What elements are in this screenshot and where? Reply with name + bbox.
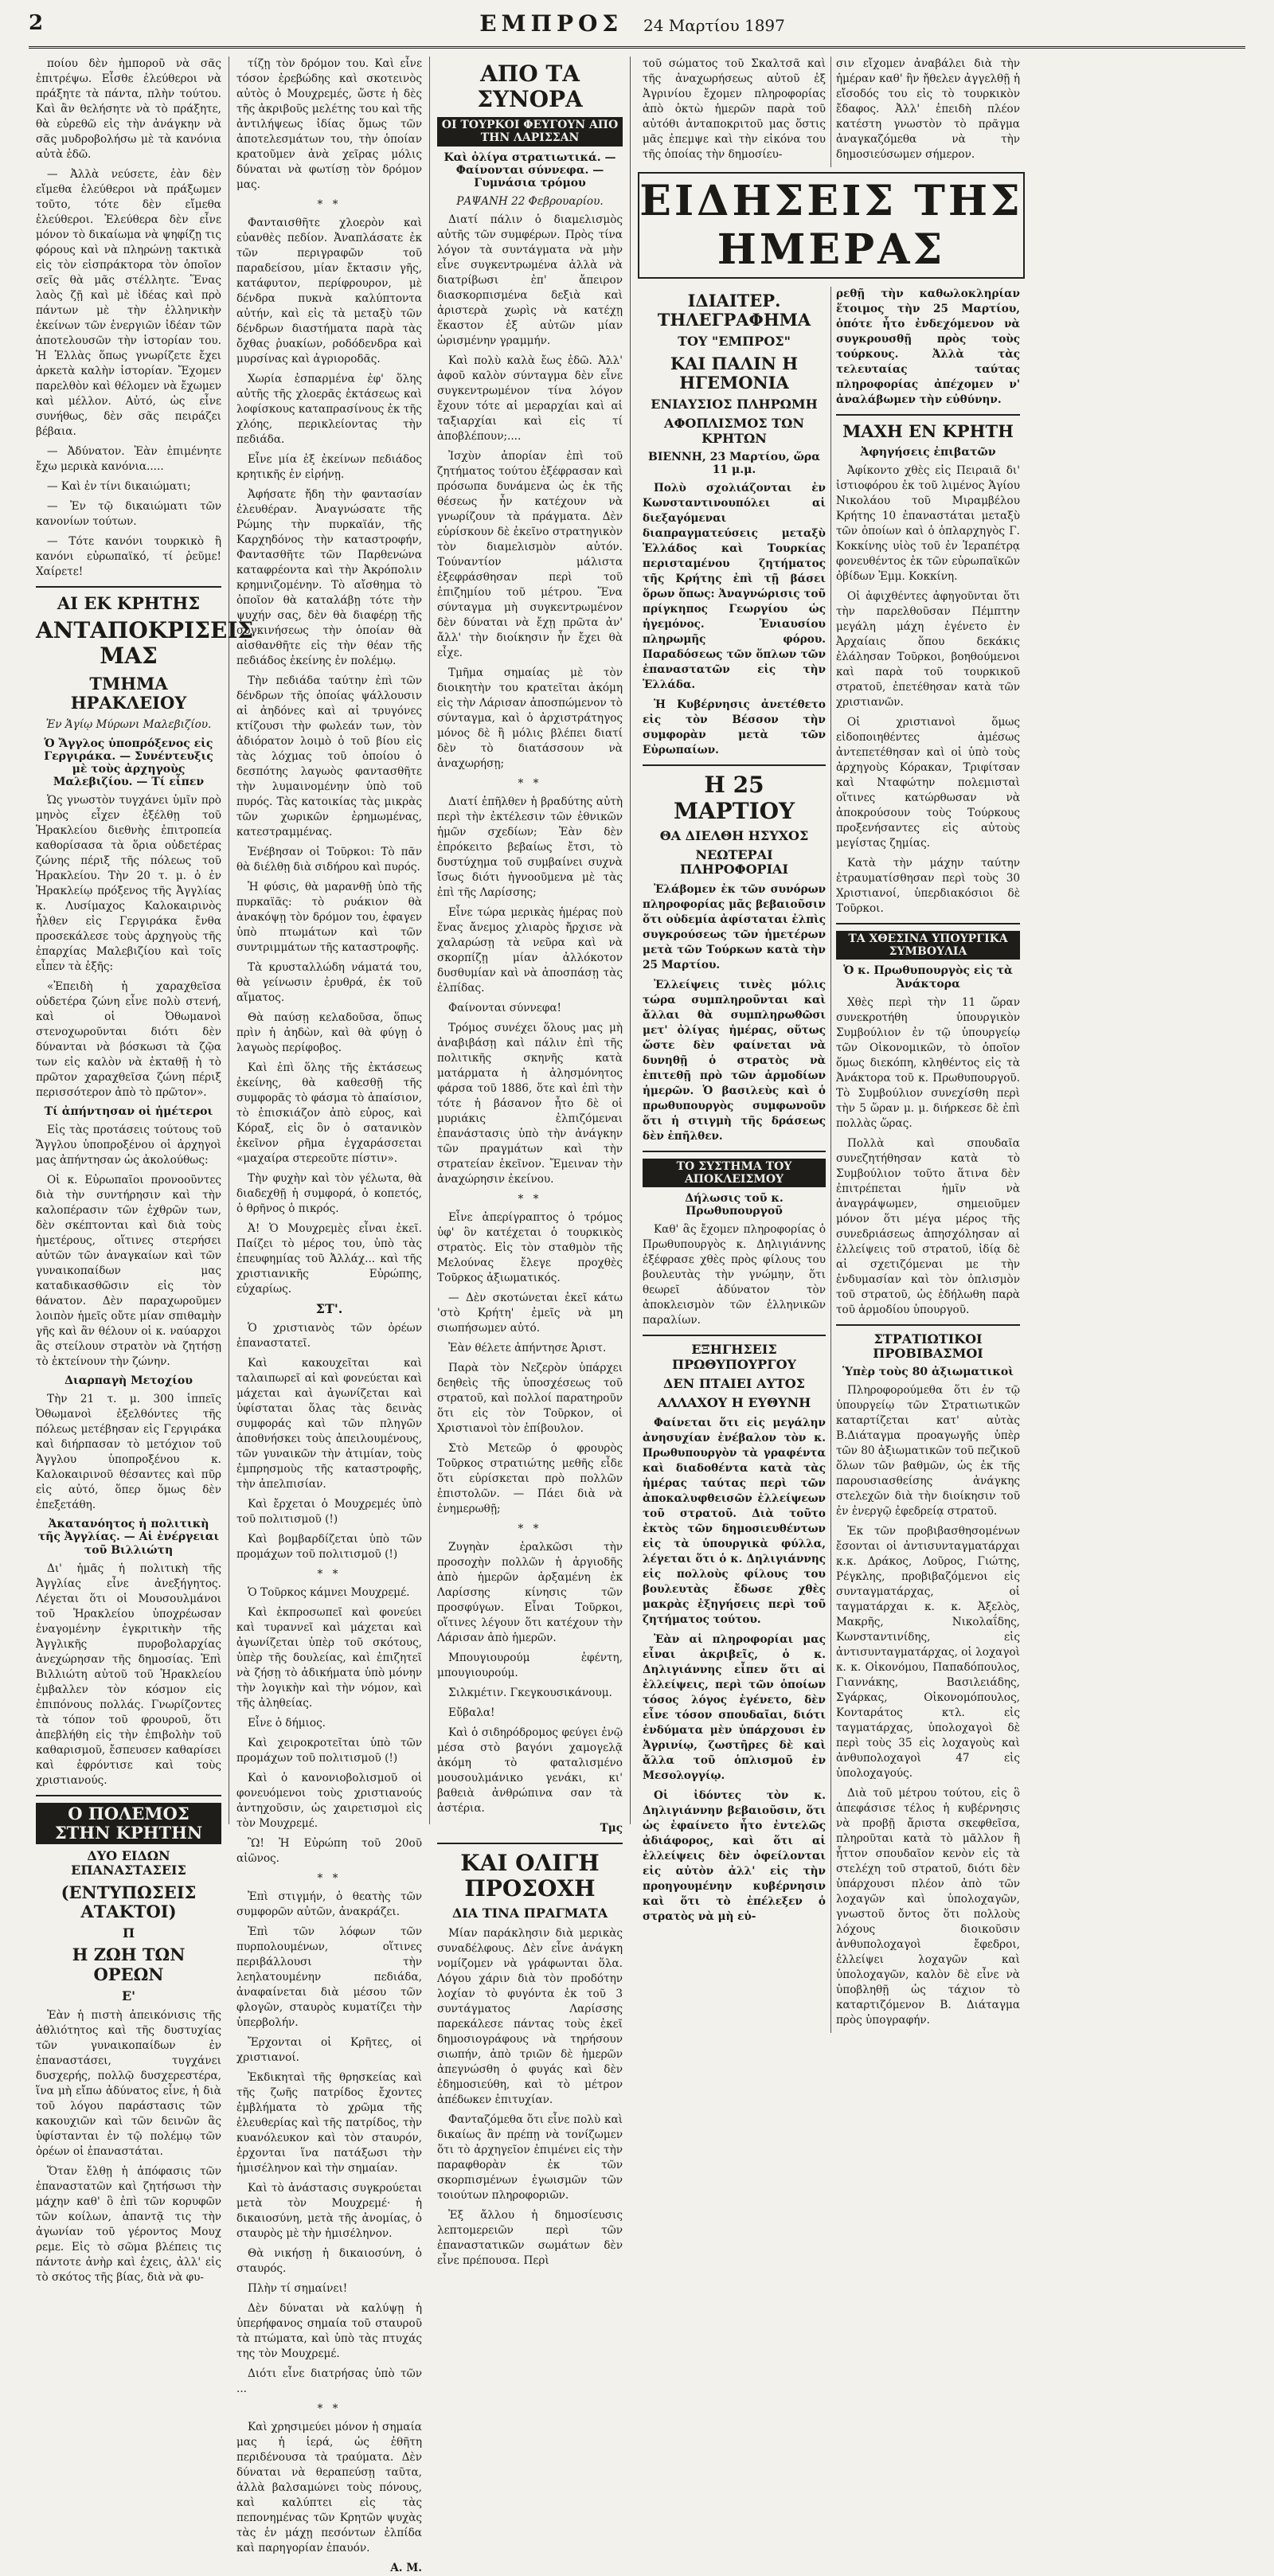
heading: Π — [122, 1925, 135, 1941]
subheading: Ὁ Ἄγγλος ὑποπρόξενος εἰς Γεργιράκα. — Συνέντευξις μὲ τοὺς ἀρχηγοὺς Μαλεβιζίου. — Τί εἶπεν — [44, 737, 213, 789]
paragraph: Πολλὰ καὶ σπουδαῖα συνεζητήθησαν κατὰ τὸ Συμβούλιον τοῦτο ἅτινα δὲν ἐπιτρέπεται ἡμῖν νὰ ἀναγράψωμεν, σημειοῦμεν μόνον ὅτι μέγα μέρος τῆς συνεδριάσεως ἀπησχόλησαν αἱ ἐλλείψεις τοῦ στρατοῦ, ἰδίᾳ δὲ αἱ σχετιζόμεναι με τὴν ἐνδυμασίαν καὶ τὸν ὁπλισμὸν τοῦ στρατοῦ, ὡς ἐδήλωθη παρὰ τοῦ ἁρμοδίου ὑπουργοῦ. — [836, 1136, 1020, 1316]
paragraph: Τὰ κρυσταλλώδη νάματά του, θὰ γείνωσιν ἐρυθρά, ἐκ τοῦ αἵματος. — [236, 961, 422, 1004]
divider — [836, 1324, 1020, 1326]
paragraph: Ἀφίκοντο χθὲς εἰς Πειραιᾶ δι' ἰστιοφόρου ἐκ τοῦ λιμένος Ἁγίου Νικολάου τοῦ Μιραμβέλου Κρήτης 10 ἐπαναστάται μεταξὺ τῶν ὁποίων καὶ ὁ ὁπλαρχηγὸς Γ. Κοκκίνης υἱὸς τοῦ ἐν Ἱεραπέτρᾳ φονευθέντος ἐκ τῶν εὐρωπαϊκῶν ὀβίδων Ἐμμ. Κοκκίνη. — [836, 464, 1020, 584]
paragraph: «Ἐπειδὴ ἡ χαραχθεῖσα οὐδετέρα ζώνη εἶνε πολὺ στενή, καὶ οἱ Ὀθωμανοὶ στενοχωροῦνται διότι δὲν δύνανται νὰ βόσκωσι τὰ ζῷα των εἰς καλὸν νὰ ἐκταθῇ ἡ τὸ πρῶτον χαραχθεῖσα ζώνη πέριξ περισσότερον ἀπὸ τὸ πρῶτον». — [36, 980, 221, 1100]
heading: ΑΦΟΠΛΙΣΜΟΣ ΤΩΝ ΚΡΗΤΩΝ — [664, 416, 804, 446]
heading: Ε' — [121, 1988, 136, 2003]
paragraph: — Δὲν σκοτώνεται ἐκεῖ κάτω 'στὸ Κρήτη' ἐμεῖς νὰ μη σιωπήσωμεν αὐτό. — [437, 1291, 623, 1335]
paragraph: Φαίνονται σύννεφα! — [448, 1001, 561, 1014]
paragraph: — Ἐν τῷ δικαιώματι τῶν κανονίων τούτων. — [36, 500, 221, 528]
heading: ΔΕΝ ΠΤΑΙΕΙ ΑΥΤΟΣ — [663, 1376, 805, 1392]
paragraph: Καὶ ὁ σιδηρόδρομος φεύγει ἐνῷ μέσα στὸ βαγόνι χαμογελᾷ ἀκόμη τὸ φαταλισμένο μουσουλμάνικο γενάκι, κι' βαθειὰ ἀνθρώπινα σαν τὰ ἀστέρια. — [437, 1726, 623, 1815]
paragraph: Τρόμος συνέχει ὅλους μας μὴ ἀναβιβάσῃ καὶ πάλιν ἐπὶ τῆς πολιτικῆς σκηνῆς κατὰ ματάρματα ἡ ἀλησμόνητος φάρσα τοῦ 1886, ὅτε καὶ ἐπὶ τὴν τότε ἡ βάσανον ἦτο δὲ οἱ μυριάκις ἐλπιζόμεναι ἐπανάστασις ὑπὸ τὴν ἀνάγκην τῶν πραγμάτων καὶ τὴν στρατείαν ἐκεῖνον. Ἔμειναν τὴν ἀναχώρησιν ἐκείνου. — [437, 1021, 623, 1186]
paragraph: Ὢ! Ἡ Εὐρώπη τοῦ 20οῦ αἰῶνος. — [236, 1837, 422, 1866]
column-5 — [831, 287, 1025, 2033]
subheading: Διαρπαγὴ Μετοχίου — [64, 1374, 193, 1388]
paragraph: Φαίνεται ὅτι εἰς μεγάλην ἀνησυχίαν ἐνέβαλον τὸν κ. Πρωθυπουργὸν τὰ γραφέντα καὶ διαδοθέντα κατὰ τὰς ἡμέρας ταύτας περὶ τῶν ἀποκαλυφθεισῶν ἐλλείψεων τοῦ στρατοῦ. Διὰ τοῦτο ἐκτὸς τῶν δημοσιευθέντων εἰς τὰ ὑπουργικὰ φύλλα, λέγεται ὅτι ὁ κ. Δηλιγιάννης εἰς πολλοὺς φίλους του βουλευτὰς ἔδωσε χθὲς μακρὰς ἐξηγήσεις περὶ τοῦ ζητήματος τούτου. — [643, 1416, 826, 1626]
paragraph: — Ἀλλὰ νεύσετε, ἐὰν δὲν εἴμεθα ἐλεύθεροι νὰ πράξωμεν τοῦτο, τότε δὲν εἴμεθα ἐλεύθεροι. Ἐλεύθερα δὲν εἶνε μόνον τὸ δικαίωμα νὰ ψηφίζῃ τις φόρους καὶ νὰ πληρώνῃ τακτικὰ εἰς τὸν εἰσπράκτορα τὸν ὁποῖον σεῖς θὰ μᾶς στέλλητε. Ἕνας λαὸς ζῇ καὶ μὲ ἰδέας καὶ πρὸ πάντων μὲ τὴν ἐλληνικὴν ἐκείνων τῶν ἐνεργιῶν ἰδέαν τῶν ἀποτελουσῶν τὴν ἱστορίαν του. Ἡ Ἑλλὰς ὅπως γνωρίζετε ἔχει ἀρκετὰ καλὴν ἱστορίαν. Ἔχομεν παρελθὸν καὶ θέλομεν νὰ ἔχωμεν καὶ μέλλον. Αὐτό, ὡς εἶνε συνήθως, δὲν σᾶς πειράζει βέβαια. — [36, 168, 221, 438]
section-stars: * * — [518, 1192, 542, 1206]
paragraph: Τμῆμα σημαίας μὲ τὸν διοικητὴν του κρατεῖται ἀκόμη εἰς τὴν Λάρισαν ἀποσπώμενον τὸ σύνταγμα, καὶ ὁ ἀρχιστράτηγος μόνος δὲ ἢ μόλις βλέπει διατί δὲν τὸ διατάσσουν νὰ ἀναχωρήσῃ; — [437, 666, 623, 770]
divider — [643, 1151, 826, 1152]
heading: ΕΝΙΑΥΣΙΟΣ ΠΛΗΡΩΜΗ — [651, 396, 818, 412]
paragraph: Ἐπὶ στιγμήν, ὁ θεατὴς τῶν συμφορῶν αὐτῶν, ἀνακράζει. — [236, 1890, 422, 1919]
section-stars: * * — [317, 198, 342, 211]
paragraph: Ἐὰν αἱ πληροφορίαι μας εἶναι ἀκριβεῖς, ὁ κ. Δηλιγιάννης εἶπεν ὅτι αἱ ἐλλείψεις, περὶ τῶν ὁποίων τόσος λόγος ἐγένετο, δὲν εἶνε τόσον σπουδαῖαι, διότι ἐνδύματα μὲν ὑπάρχουσι ἐν Ἀγρινίῳ, ζωστῆρες δὲ καὶ ἄλλα τοῦ ὁπλισμοῦ ἐν Μεσολογγίῳ. — [643, 1632, 826, 1782]
paragraph: — Καὶ ἐν τίνι δικαιώματι; — [47, 480, 191, 493]
page-number: 2 — [29, 11, 44, 35]
paragraph: Καὶ τὸ ἀνάστασις συγκρούεται μετὰ τὸν Μουχρεμέ· ἡ δικαιοσύνη, μετὰ τῆς ἀνομίας, ὁ σταυρὸς μὲ τὴν ἡμισέληνον. — [236, 2182, 422, 2241]
paragraph: Χθὲς περὶ τὴν 11 ὥραν συνεκροτήθη ὑπουργικὸν Συμβούλιον ἐν τῷ ὑπουργείῳ τῶν Οἰκονομικῶν, τὸ ὁποῖον ὅμως διεκόπη, κληθέντος εἰς τὰ Ἀνάκτορα τοῦ κ. Πρωθυπουργοῦ. Τὸ Συμβούλιον συνεχίσθη περὶ τὴν 5 ὥραν μ. μ. διήρκεσε δὲ ἐπὶ πολλὰς ὥρας. — [836, 995, 1020, 1130]
divider — [36, 586, 221, 588]
paragraph: Εἶνε ὁ δήμιος. — [248, 1717, 326, 1730]
heading: ΣΤΡΑΤΙΩΤΙΚΟΙ ΠΡΟΒΙΒΑΣΜΟΙ — [873, 1331, 983, 1361]
paragraph: Ἐλάβομεν ἐκ τῶν συνόρων πληροφορίας μᾶς βεβαιοῦσιν ὅτι οὐδεμία ἀφίσταται ἐλπὶς συγκρούσεως τῶν ἡμετέρων μετὰ τῶν Τούρκων κατὰ τὴν 25 Μαρτίου. — [643, 882, 826, 971]
paragraph: Καὶ χειροκροτεῖται ὑπὸ τῶν προμάχων τοῦ πολιτισμοῦ (!) — [236, 1737, 422, 1765]
paragraph: Καὶ ὁ κανονιοβολισμοῦ οἱ φονευόμενοι τοὺς χριστιανούς ἀντηχοῦσιν, ὡς χαιρετισμοὶ εἰς τὸν Μουχρεμέ. — [236, 1772, 422, 1831]
heading: ΔΙΑ ΤΙΝΑ ΠΡΑΓΜΑΤΑ — [451, 1906, 608, 1921]
divider — [836, 923, 1020, 924]
paragraph: Καὶ πολὺ καλὰ ἔως ἐδῶ. Ἀλλ' ἀφοῦ καλὸν σύνταγμα δὲν εἶνε συγκεντρωμένον τίνα λόγον ἔχουν τότε αἱ μεραρχίαι καὶ αἱ ταξιαρχίαι καὶ εἰς τί ἀποβλέπουν;.... — [437, 354, 623, 443]
subheading: Ἀφηγήσεις ἐπιβατῶν — [860, 446, 996, 459]
heading: ΑΝΤΑΠΟΚΡΙΣΕΙΣ ΜΑΣ — [36, 617, 254, 670]
heading: ΑΙ ΕΚ ΚΡΗΤΗΣ — [57, 593, 201, 613]
paragraph: Οἱ ἀφιχθέντες ἀφηγοῦνται ὅτι τὴν παρελθοῦσαν Πέμπτην μεγάλη μάχη ἐγένετο ἐν Ἀρχαίαις ὅπου δεκάκις ἐλάλησαν Τοῦρκοι, βοηθούμενοι καὶ παρὰ τοῦ τουρκικοῦ στρατοῦ, ἐπετέθησαν κατὰ τῶν χριστιανῶν. — [836, 590, 1020, 709]
divider — [836, 414, 1020, 416]
signature: Τμς — [600, 1821, 623, 1835]
signature: Α. Μ. — [390, 2562, 422, 2575]
heading: ΚΑΙ ΟΛΙΓΗ ΠΡΟΣΟΧΗ — [460, 1849, 600, 1902]
news-columns — [638, 287, 1025, 2033]
paragraph: Ἐξ ἄλλου ἡ δημοσίευσις λεπτομερειῶν περὶ τῶν ἐπαναστατικῶν σωμάτων δὲν εἶνε πρέπουσα. Περὶ — [437, 2208, 623, 2267]
heading: ΟΙ ΤΟΥΡΚΟΙ ΦΕΥΓΟΥΝ ΑΠΟ ΤΗΝ ΛΑΡΙΣΣΑΝ — [437, 117, 623, 146]
paragraph: ποίου δὲν ἠμποροῦ νὰ σᾶς ἐπιτρέψω. Εἶσθε ἐλεύθεροι νὰ πράξητε τὰ πάντα, πλὴν τούτου. Καὶ ἂν θελήσητε νὰ τὸ πράξητε, θὰ εὑρεθῶ εἰς τὴν ἀνάγκην νὰ σᾶς μυδροβολήσω μὲ τὰ κανόνια αὐτὰ ἐδῶ. — [36, 57, 221, 161]
paper-name: ΕΜΠΡΟΣ — [479, 10, 623, 37]
paragraph: Ἔρχονται οἱ Κρῆτες, οἱ χριστιανοί. — [236, 2036, 422, 2065]
paragraph: Διατί πάλιν ὁ διαμελισμὸς αὐτῆς τῶν συμφέρων. Πρὸς τίνα λόγον τὰ συντάγματα νὰ μὴν εἶνε συγκεντρωμένα ἀλλὰ νὰ διατρίβωσι ἐπ' ἄπειρον διασκορπισμένα δεξιὰ καὶ ἀριστερὰ χωρὶς νὰ κατέχῃ ἕκαστον ἐξ αὐτῶν μίαν ὡρισμένην γραμμήν. — [437, 213, 623, 347]
paragraph: Πληροφορούμεθα ὅτι ἐν τῷ ὑπουργείῳ τῶν Στρατιωτικῶν καταρτίζεται κατ' αὐτὰς Β.Διάταγμα προαγωγῆς ὑπὲρ τῶν 80 ἀξιωματικῶν τοῦ πεζικοῦ ὅλων τῶν βαθμῶν, ὡς ἐκ τῆς παρουσιασθείσης ἀνάγκης στελεχῶν διὰ τὴν διοίκησιν τοῦ ἐν ἐνεργῷ ἐφεδρείᾳ στρατοῦ. — [836, 1384, 1020, 1519]
paragraph: Καθ' ἃς ἔχομεν πληροφορίας ὁ Πρωθυπουργὸς κ. Δηλιγιάννης ἐξέφρασε χθὲς πρὸς φίλους του βουλευτὰς τὴν γνώμην, ὅτι θεωρεῖ ἀδύνατον τὸν ἀποκλεισμὸν τῶν ἑλληνικῶν παραλίων. — [643, 1223, 826, 1327]
paragraph: Ὁ χριστιανὸς τῶν ὀρέων ἐπαναστατεῖ. — [236, 1322, 422, 1351]
section-stars: * * — [518, 1522, 542, 1535]
carryover-right — [831, 57, 1025, 167]
paragraph: Σιλκμέτιν. Γκεγκουσικάνουμ. — [448, 1686, 612, 1699]
paragraph: Τὴν πεδιάδα ταύτην ἐπὶ τῶν δένδρων τῆς ὁποίας ψάλλουσιν αἱ ἀηδόνες καὶ αἱ τρυγόνες κτίζουσι τὴν φωλεάν των, τὸν ἀδιόρατον λοιμὸ ὁ τοῦ βίου εἰς τὰς λόχμας τοῦ ὁποίου ὁ δεσπότης λαγωὸς φαντασθῆτε τὴν λυμαινομένην ὑπὸ τοῦ πυρός. Τὰς κατοικίας τὰς μικρὰς τῶν χωρικῶν ἐρημωμένας, κατεστραμμένας. — [236, 674, 422, 838]
paragraph: Καὶ ἐπὶ ὅλης τῆς ἐκτάσεως ἐκείνης, θὰ καθεσθῇ τῆς συμφορᾶς τὸ φάσμα τὸ ἀπαίσιον, τὸ ἐπισκιάζον ἀπὸ εὐρος, καὶ Κόραξ, εἰς ὃν ὁ σατανικὸν ἐκεῖνον ρῆμα ἐγχαράσσεται «μαχαίρα στερεοῦτε πίστιν». — [236, 1061, 422, 1165]
paragraph: Ἐνέβησαν οἱ Τοῦρκοι: Τὸ πᾶν θὰ διέλθῃ διὰ σιδήρου καὶ πυρός. — [236, 846, 422, 874]
paragraph: ρεθῇ τὴν καθωλοκληρίαν ἕτοιμος τὴν 25 Μαρτίου, ὁπότε ἦτο ἐνδεχόμενον νὰ συγκρουσθῇ πρὸς τοὺς τούρκους. Ἀλλὰ τὰς τελευταίας ταύτας πληροφορίας ἀπέχομεν ν' ἀναλάβωμεν τὴν εὐθύνην. — [836, 287, 1020, 406]
divider — [643, 764, 826, 766]
paragraph: τίζῃ τὸν δρόμον του. Καὶ εἶνε τόσον ἐρεβώδης καὶ σκοτεινὸς αὐτὸς ὁ Μουχρεμές, ὥστε ἡ δὲς τῆς ἀκριβοῦς μελέτης του καὶ τῆς ἀντιλήψεως ἰδίας ὅμως τῶν ἀποτελεσμάτων του, τὴν ὁποίαν κρατοῦμεν ἀνὰ χεῖρας μόλις δύναται νὰ φωτίσῃ τὸν δρόμον μας. — [236, 57, 422, 191]
paragraph: Πολὺ σχολιάζονται ἐν Κωνσταντινουπόλει αἱ διεξαγόμεναι διαπραγματεύσεις μεταξὺ Ἑλλάδος καὶ Τουρκίας περισταμένου ζητήματος τῆς Κρήτης ἐπὶ τῇ βάσει ὅρων ὅπως: Ἀναγνώρισις τοῦ πρίγκηπος Γεωργίου ὡς ἡγεμόνος. Ἐνιαυσίου πληρωμῆς φόρου. Παραδόσεως τῶν ὅπλων τῶν ἐπαναστατῶν εἰς τὴν Ἑλλάδα. — [643, 482, 826, 692]
paragraph: Μίαν παράκλησιν διὰ μερικὰς συναδέλφους. Δὲν εἶνε ἀνάγκη νομίζομεν νὰ γράφωνται ὅλα. Λόγου χάριν διὰ τὸν προδότην λοχίαν τὸ φυγόντα ἐκ τοῦ 3 συντάγματος Λαρίσσης παρεκάλεσε πάντας τοὺς ἐκεῖ δημοσιογράφους νὰ τηρήσουν σιωπήν, ἀπὸ τριῶν δὲ ἡμερῶν ἀπεγνώσθη ὁ φυγάς καὶ δὲν ἐδημοσιεύθη, καὶ τὸ μέτρον ἀπέδωκεν ἐπιτυχίαν. — [437, 1926, 623, 2106]
paragraph: Οἱ χριστιανοὶ ὅμως εἰδοποιηθέντες ἀμέσως ἀντεπετέθησαν καὶ οἱ ὑπὸ τοὺς ἀρχηγοὺς Κόρακαν, Τριφίτσαν καὶ Νταφώτην πολεμισταὶ οἵτινες κατώρθωσαν νὰ ἀποκρούσουν τοὺς Τούρκους προξενήσαντες εἰς αὐτοὺς μεγίστας ζημίας. — [836, 716, 1020, 850]
subheading: Τί ἀπήντησαν οἱ ἡμέτεροι — [44, 1105, 213, 1119]
heading: ΑΛΛΑΧΟΥ Η ΕΥΘΥΝΗ — [657, 1395, 811, 1411]
news-banner: ΕΙΔΗΣΕΙΣ ΤΗΣ ΗΜΕΡΑΣ — [638, 172, 1025, 279]
heading: Η 25 ΜΑΡΤΙΟΥ — [673, 772, 795, 824]
paragraph: Καὶ κακουχεῖται καὶ ταλαιπωρεῖ αἱ καὶ φονεύεται καὶ μάχεται καὶ ἀγωνίζεται καὶ ὑφίσταται ὅλας τὰς δεινὰς συμφοράς καὶ τῶν πληγῶν ἀποθνήσκει τοὺς ἀπειλουμένους, τῶν γυναικῶν τὴν ἀτιμίαν, τοὺς ἐμπρησμοὺς τῆς καταστροφῆς, τὴν ἀπελπισίαν. — [236, 1357, 422, 1491]
divider — [437, 1843, 623, 1844]
heading: ΤΑ ΧΘΕΣΙΝΑ ΥΠΟΥΡΓΙΚΑ ΣΥΜΒΟΥΛΙΑ — [836, 931, 1020, 960]
heading: ΤΟ ΣΥΣΤΗΜΑ ΤΟΥ ΑΠΟΚΛΕΙΣΜΟΥ — [643, 1159, 826, 1187]
paragraph: Διότι εἶνε διατρήσας ὑπὸ τῶν ... — [236, 2367, 422, 2396]
paragraph: Ἐκ τῶν προβιβασθησομένων ἔσονται οἱ ἀντισυνταγματάρχαι κ.κ. Δράκος, Λοῦρος, Γιώτης, Ρέγκλης, προβιβαζόμενοι εἰς συνταγματάρχας, οἱ ταγματάρχαι κ. κ. Ἀξελὸς, Μακρῆς, Νικολαΐδης, Κωνσταντινίδης, εἰς ἀντισυνταγματάρχας, οἱ λοχαγοὶ κ. κ. Οἰκονόμου, Παπαδόπουλος, Γιαννάκης, Βασιλειάδης, Σγάρκας, Οἰκονομόπουλος, Κονταράτος κτλ. εἰς ταγματάρχας, ὑπολοχαγοὶ δὲ περὶ τοὺς 35 εἰς λοχαγοὺς καὶ ἀνθυπολοχαγοὶ 47 εἰς ὑπολοχαγούς. — [836, 1525, 1020, 1781]
paragraph: Ἀ! Ὁ Μουχρεμὲς εἶναι ἐκεῖ. Παίζει τὸ μέρος του, ὑπὸ τὰς ἐπευφημίας τοῦ Ἀλλάχ... καὶ τῆς χριστιανικῆς Εὐρώπης, εὐχαρίως. — [236, 1222, 422, 1296]
heading: ΑΠΟ ΤΑ ΣΥΝΟΡΑ — [477, 61, 583, 113]
heading: ΤΜΗΜΑ ΗΡΑΚΛΕΙΟΥ — [70, 673, 187, 713]
paragraph: Πλὴν τί σημαίνει! — [248, 2282, 348, 2296]
news-of-the-day-section — [631, 57, 1032, 2027]
paragraph: Ἐὰν θέλετε ἀπήντησε Ἀριστ. — [448, 1341, 607, 1354]
paragraph: Καὶ χρησιμεύει μόνον ἡ σημαία μας ἡ ἱερά, ὡς ἐθῆτη περιδένουσα τὰ τραύματα. Δὲν δύναται νὰ θεραπεύσῃ ταῦτα, ἀλλὰ βαλσαμώνει τοὺς πόνους, καὶ καλύπτει εἰς τὰς πεπονημένας τῶν Κρητῶν ψυχὰς τὰς ἐν μάχῃ πεσόντων ἐλπίδα καὶ παρηγορίαν ἐπαυόν. — [236, 2421, 422, 2555]
paragraph: Εἶνε ἀπερίγραπτος ὁ τρόμος ὑφ' ὃν κατέχεται ὁ τουρκικὸς στρατὸς. Εἰς τὸν σταθμὸν τῆς Μελούνας ἔλεγε προχθὲς Τοῦρκος ἀξιωματικός. — [437, 1210, 623, 1284]
heading: Η ΖΩΗ ΤΩΝ ΟΡΕΩΝ — [72, 1945, 186, 1984]
paragraph: Εὔβαλα! — [448, 1706, 495, 1719]
column-4 — [638, 287, 831, 2033]
subheading: Δήλωσις τοῦ κ. Πρωθυπουργοῦ — [685, 1192, 784, 1218]
paragraph: Ἰσχὺν ἀπορίαν ἐπὶ τοῦ ζητήματος τούτου ἐξέφρασαν καὶ πρόσωπα δυνάμενα ὡς ἐκ τῆς θέσεως ἦν κατέχουν νὰ γνωρίζουν τὰ πράγματα. Δὲν εὑρίσκουν δὲ ἐκεῖνο στρατηγικὸν τὸν διαμελισμὸν αὐτόν. Τούναντίον μάλιστα ἐξεφράσθησαν περὶ τοῦ ἐπιζημίου τοῦ μέτρου. Ἕνα σύνταγμα μὴ συγκεντρωμένον δὲν δύναται νὰ ἔχῃ πρῶτα ἀν' ἄλλ' τὴν διοίκησιν ἦν ἔχει θὰ εἶχε. — [437, 449, 623, 659]
subheading: Ἀκατανόητος ἡ πολιτικὴ τῆς Ἀγγλίας. — Αἱ ἐνέργειαι τοῦ Βιλλιώτη — [37, 1518, 220, 1557]
dateline: Ἐν Ἁγίῳ Μύρωνι Μαλεβιζίου. — [45, 717, 212, 731]
issue-date: 24 Μαρτίου 1897 — [643, 15, 785, 35]
paragraph: Στὸ Μετεῶρ ὁ φρουρὸς Τοῦρκος στρατιώτης μεθῆς εἶδε ὅτι εὑρίσκεται πρὸ πολλῶν ἐπιστολῶν. — Πάει διὰ νὰ ἐνημερωθῇ; — [437, 1441, 623, 1515]
section-stars: * * — [518, 776, 542, 790]
paragraph: Μπουγιουρούμ ἐφέντη, μπουγιουρούμ. — [437, 1651, 623, 1679]
paragraph: Παρὰ τὸν Νεζερὸν ὑπάρχει δεηθεὶς τῆς ὑποσχέσεως τοῦ στρατοῦ, καὶ πολλοί παρατηροῦν ὅτι εἰς τὸν Τοῦρκον, οἱ Χριστιανοὶ τὸν ἐπίβουλον. — [437, 1361, 623, 1435]
carryover-left — [638, 57, 831, 167]
heading: ΘΑ ΔΙΕΛΘΗ ΗΣΥΧΟΣ — [659, 827, 809, 843]
paragraph: Εἶνε τώρα μερικὰς ἡμέρας ποὺ ἕνας ἄνεμος χλιαρὸς ἤρχισε νὰ χαλαρώσῃ τὰ νεῦρα καὶ νὰ σκορπίζῃ μίαν ἀλλόκοτον δυσθυμίαν καὶ νὰ ἀποσπάσῃ τὰς ἐλπίδας. — [437, 905, 623, 995]
carryover-text — [638, 57, 1025, 167]
divider — [36, 1795, 221, 1796]
dateline: ΒΙΕΝΝΗ, 23 Μαρτίου, ὥρα 11 μ.μ. — [648, 451, 820, 477]
heading: Ο ΠΟΛΕΜΟΣ ΣΤΗΝ ΚΡΗΤΗΝ — [36, 1803, 221, 1844]
paragraph: Καὶ ἐκπροσωπεῖ καὶ φονεύει καὶ τυραννεῖ καὶ μάχεται καὶ ἀγωνίζεται ὑπὲρ τοῦ σκότους, ὑπὲρ τῆς δουλείας, καὶ ἐπιζητεῖ νὰ ζήσῃ τὸ ἀδικήματα ὑπὸ μόνην τὴν λογικὴν καὶ τὴν νόμον, καὶ τῆς ἀληθείας. — [236, 1606, 422, 1710]
paragraph: Ἐπὶ τῶν λόφων τῶν πυρπολουμένων, οἵτινες περιβάλλουσι τὴν λεηλατουμένην πεδιάδα, ἀναφαίνεται διὰ μέσου τῶν φλογῶν, σταυρὸς κυματίζει τὴν ὑπερβολήν. — [236, 1925, 422, 2030]
divider — [643, 1335, 826, 1336]
paragraph: Τὴν φυχὴν καὶ τὸν γέλωτα, θὰ διαδεχθῇ ἡ συμφορά, ὁ κοπετός, ὁ θρῆνος ὁ πικρός. — [236, 1172, 422, 1215]
paragraph: Θὰ νικήσῃ ἡ δικαιοσύνη, ὁ σταυρός. — [236, 2247, 422, 2276]
paragraph: Δὲν δύναται νὰ καλύψῃ ἡ ὑπερήφανος σημαία τοῦ σταυροῦ τὰ πτώματα, καὶ ὑπὸ τὰς πτυχάς της τὸν Μουχρεμέ. — [236, 2302, 422, 2361]
paragraph: Τὴν 21 τ. μ. 300 ἱππεῖς Ὀθωμανοὶ ἐξελθόντες τῆς πόλεως μετέβησαν εἰς Γεργιράκα καὶ διήρπασαν τὸ μετόχιον τοῦ Ἀγγλου ὑποπροξένου κ. Καλοκαιρινοῦ θέσαντες καὶ πῦρ εἰς αὐτό, ὅπερ ὅμως δὲν ἐπεξετάθη. — [36, 1393, 221, 1512]
heading: ΝΕΩΤΕΡΑΙ ΠΛΗΡΟΦΟΡΙΑΙ — [680, 847, 788, 878]
paragraph: Καὶ βομβαρδίζεται ὑπὸ τῶν προμάχων τοῦ πολιτισμοῦ (!) — [236, 1533, 422, 1562]
section-number: ΣΤ'. — [315, 1301, 343, 1316]
paragraph: Ἐκδικηταὶ τῆς θρησκείας καὶ τῆς ζωῆς πατρίδος ἔχοντες ἐμβλήματα τὸ χρῶμα τῆς ἐλευθερίας καὶ τῆς πατρίδος, τὴν κυανόλευκον καὶ τὸν σταυρόν, ἐρχονται ἵνα πατάξωσι τὴν ἡμισέληνον καὶ τὴν σημαίαν. — [236, 2071, 422, 2175]
paragraph: Οἱ ἰδόντες τὸν κ. Δηλιγιάννην βεβαιοῦσιν, ὅτι ὡς ἐφαίνετο ἦτο ἐντελῶς ἀδιάφορος, καὶ ὅτι αἱ ἐλλείψεις δὲν ὀφείλονται εἰς αὐτὸν ἀλλ' εἰς τὴν προηγουμένην κυβέρνησιν καὶ ὅτι τὸ ἐπέλεξεν ὁ στρατὸς νὰ μὴ εὑ- — [643, 1788, 826, 1923]
section-stars: * * — [317, 2402, 342, 2416]
paragraph: Διὰ τοῦ μέτρου τούτου, εἰς ὃ ἀπεφάσισε τέλος ἡ κυβέρνησις νὰ προβῇ ἄριστα σκεφθεῖσα, πληροῦται κατὰ τὸ μᾶλλον ἢ ἧττον σπουδαῖον κενὸν εἰς τὰ στελέχη τοῦ στρατοῦ, διότι δὲν ὑπάρχουσι πλέον ἀπὸ τῶν λοχαγῶν καὶ ὑπολοχαγῶν, γνωστοῦ ὄντος ὅτι πολλοὺς λόχους διοικοῦσιν ἀνθυπολοχαγοὶ ἔφεδροι, ἐλλείψει λοχαγῶν καὶ ὑπολοχαγῶν, καλὸν δὲ εἶνε νὰ ὑποβληθῇ ὡς τάχιον τὸ καταρτιζόμενον Β. Διάταγμα πρὸς ὑπογραφήν. — [836, 1787, 1020, 2027]
heading: ΙΔΙΑΙΤΕΡ. ΤΗΛΕΓΡΑΦΗΜΑ — [657, 291, 811, 330]
paragraph: Φανταζόμεθα ὅτι εἶνε πολὺ καὶ δικαίως ἂν πρέπῃ νὰ τονίζωμεν ὅτι τὸ ἀρχηγεῖον ἐπιμένει εἰς τὴν παραφθορὰν ἐκ τῶν σκορπισμένων ἐγωισμῶν τῶν τοιούτων πληροφοριῶν. — [437, 2113, 623, 2202]
paragraph: Θὰ παύσῃ κελαδοῦσα, ὅπως πρὶν ἡ ἀηδὼν, καὶ θὰ φύγῃ ὁ λαγωὸς περίφοβος. — [236, 1011, 422, 1054]
paragraph: Ἡ φύσις, θὰ μαρανθῇ ὑπὸ τῆς πυρκαϊᾶς: τὸ ρυάκιον θὰ ἀνακόψῃ τὸν δρόμον του, ἐφαγεν ὑπὸ πτωμάτων καὶ τῶν συντριμμάτων τῆς καταστροφῆς. — [236, 881, 422, 954]
heading: ΕΞΗΓΗΣΕΙΣ ΠΡΩΘΥΠΟΥΡΓΟΥ — [672, 1342, 796, 1372]
paragraph: Εἰς τὰς προτάσεις τούτους τοῦ Ἄγγλου ὑποπροξένου οἱ ἀρχηγοὶ μας ἀπήντησαν ὡς ἀκολούθως: — [36, 1124, 221, 1167]
heading: ΔΥΟ ΕΙΔΩΝ ΕΠΑΝΑΣΤΑΣΕΙΣ — [71, 1847, 186, 1878]
column-1 — [29, 57, 254, 2285]
heading: ΤΟΥ "ΕΜΠΡΟΣ" — [678, 334, 791, 350]
column-2 — [229, 57, 430, 2575]
paragraph: Ἐὰν ἡ πιστὴ ἀπεικόνισις τῆς ἀθλιότητος καὶ τῆς δυστυχίας τῶν γυναικοπαίδων ἐν ἐπαναστάσει, τυγχάνει δυσχερής, πολλῷ δυσχερεστέρα, ἵνα μὴ εἴπω ἀδύνατος εἶνε, ἡ διὰ τοῦ λόγου παράστασις τῶν κακουχιῶν καὶ τῶν δεινῶν ἃς ὑφίστανται ἐν τῷ πολέμῳ τῶν ὀρέων οἱ ἐπαναστάται. — [36, 2009, 221, 2159]
subheading: Ὁ κ. Πρωθυπουργὸς εἰς τὰ Ἀνάκτορα — [843, 964, 1013, 991]
section-stars: * * — [317, 1568, 342, 1581]
paragraph: Διατί ἐπῆλθεν ἡ βραδύτης αὐτὴ περὶ τὴν ἐκτέλεσιν τῶν ἐθνικῶν ἡμῶν σχεδίων; Ἐὰν δὲν ἐπρόκειτο βεβαίως ἔτσι, τὸ δυστύχημα τοῦ συμβαίνει συχνὰ ἴσως διότι ἠγνοοῦμενα μὲ τὰς ἐπὶ τῆς Λαρίσσης; — [437, 795, 623, 899]
paragraph: Δι' ἡμᾶς ἡ πολιτικὴ τῆς Ἀγγλίας εἶνε ἀνεξήγητος. Λέγεται ὅτι οἱ Μουσουλμάνοι τοῦ Ἡρακλείου ὑποχρέωσαν ἐναγομένην ἐγκριτικὴν τῆς Ἀγγλικῆς πυροβολαρχίας ἀνεχώρησαν τῆς δημοσίας. Ἐπὶ Βιλλιώτη αὐτοῦ τοῦ Ἡρακλείου ἐμβαλλεν τὸν κόσμον εἰς ἐπιπόνους πολλάς. Γνωρίζοντες τὰ τόπον τοῦ φρουροῦ, ὅτι ἀπεβλήθη εἰς τὴν ἐπιβολὴν τοῦ καθαρισμοῦ, ἔσπευσεν καθαρίσει καὶ ἐφρόντισε καὶ τοὺς χριστιανούς. — [36, 1562, 221, 1787]
dateline: ΡΑΨΑΝΗ 22 Φεβρουαρίου. — [456, 194, 604, 208]
subheading: Καὶ ὀλίγα στρατιωτικά. — Φαίνονται σύννεφα. — Γυμνάσια τρόμου — [444, 150, 616, 190]
heading: ΚΑΙ ΠΑΛΙΝ Η ΗΓΕΜΟΝΙΑ — [670, 353, 799, 393]
paragraph: — Τότε κανόνι τουρκικὸ ἢ κανόνι εὐρωπαϊκό, τί ῥεῦμε! Χαίρετε! — [36, 535, 221, 578]
paragraph: Οἱ κ. Εὐρωπαῖοι προνοοῦντες διὰ τὴν συντήρησιν καὶ τὴν καλοπέρασιν τῶν ἐχθρῶν των, δὲν σκέπτονται καὶ διὰ τοὺς ἡμετέρους, οἵτινες στερήσει αὐτῶν τῶν ἀναγκαίων καὶ τῶν γυναικοπαίδων μας καταδικασθῶσιν εἰς τὸν θάνατον. Δὲν παραχωροῦμεν λοιπὸν ἡμεῖς οὔτε μίαν σπιθαμὴν γῆς καὶ ἂν θέλουν οἱ κ. ναύαρχοι ἂς στείλουν στρατὸν νὰ ζητήσῃ τὸ ἐκτείνουν τὴν ζώνην. — [36, 1174, 221, 1369]
paragraph: Κατὰ τὴν μάχην ταύτην ἐτραυματίσθησαν περὶ τοὺς 30 Χριστιανοί, ὑπερδιακόσιοι δὲ Τοῦρκοι. — [836, 857, 1020, 916]
paragraph: Εἶνε μία ἐξ ἐκείνων πεδιάδος κρητικῆς ἐν εἰρήνῃ. — [236, 453, 422, 481]
paragraph: Φανταισθῆτε χλοερὸν καὶ εὐανθὲς πεδίον. Ἀναπλάσατε ἐκ τῶν περιγραφῶν τοῦ παραδείσου, μίαν ἔκτασιν γῆς, κατάφυτον, περίφρουρον, μὲ δένδρα πυκνὰ καλύπτοντα αὐτήν, καὶ εἰς τὰ μεταξὺ τῶν δένδρων διαστήματα παρὰ τὰς ὄχθας ῥυακίων, ροδόδενδρα καὶ μυρσίνας καὶ ἀγριοροδᾶς. — [236, 217, 422, 365]
paragraph: — Ἀδύνατον. Ἐὰν ἐπιμένητε ἔχω μερικὰ κανόνια..... — [36, 445, 221, 473]
paragraph: Καὶ ἔρχεται ὁ Μουχρεμές ὑπὸ τοῦ πολιτισμοῦ (!) — [236, 1498, 422, 1526]
columns — [29, 57, 1245, 2575]
paragraph: Ὅταν ἔλθῃ ἡ ἀπόφασις τῶν ἐπαναστατῶν καὶ ζητήσωσι τὴν μάχην καθ' ὃ ἐπὶ τῶν κορυφῶν τῶν κοίλων, ἀπαντᾷ τις τὴν ἀγωνίαν τοῦ γέροντος Μουχ ρεμε. Εἰς τὸ σῶμα βλέπεις τις πάντοτε ἀνὴρ καὶ ἐχεις, ἀλλ' εἰς τὸ σκότος τῆς βίας, διὰ νὰ φυ- — [36, 2165, 221, 2285]
masthead-title — [479, 10, 785, 37]
paragraph: Ζυγηὰν ἐραλκῶσι τὴν προσοχὴν πολλῶν ἡ ἀργιοδῆς ἀπὸ ἡμερῶν ἀρξαμένη ἐκ Λαρίσσης κίνησις τῶν προσφύγων. Εἶναι Τοῦρκοι, οἵτινες λέγουν ὅτι κατέχουν τὴν Λάρισαν ἀπὸ ἡμερῶν. — [437, 1540, 623, 1644]
paragraph: Ὡς γνωστὸν τυγχάνει ὑμῖν πρὸ μηνὸς εἶχεν ἐξέλθῃ τοῦ Ἡρακλείου διεθνὴς ἐπιτροπεία καθορίσασα τὰ ὅρια οὐδετέρας ζώνης πέριξ τῆς πόλεως τοῦ Ἡρακλείου. Τὴν 20 τ. μ. ὁ ἐν Ἡρακλείῳ πρόξενος τῆς Ἀγγλίας κ. Λυσίμαχος Καλοκαιρινὸς ἦλθεν εἰς Γεργιράκα ἔνθα προσεκάλεσε τοὺς ἀρχηγοὺς τῆς ἐπαρχίας Μαλεβιζίου καὶ τοῖς εἶπεν τὰ ἑξῆς: — [36, 794, 221, 974]
paragraph: τοῦ σώματος τοῦ Σκαλτσᾶ καὶ τῆς ἀναχωρήσεως αὐτοῦ ἐξ Ἀγρινίου ἔχομεν πληροφορίας ἀπὸ ὀκτὼ ἡμερῶν παρὰ τοῦ αὐτόθι ἀνταποκριτοῦ μας ὅστις μᾶς ἐπεμψε καὶ τὴν εἰκόνα του τῆς ὁποίας τὴν δημοσίευ- — [643, 57, 826, 161]
heading: (ΕΝΤΥΠΩΣΕΙΣ ΑΤΑΚΤΟΙ) — [61, 1882, 197, 1921]
masthead — [29, 0, 1245, 49]
heading: ΜΑΧΗ ΕΝ ΚΡΗΤΗ — [842, 421, 1014, 441]
paragraph: Ὁ Τοῦρκος κάμνει Μουχρεμέ. — [248, 1586, 410, 1600]
paragraph: σιν εἴχομεν ἀναβάλει διὰ τὴν ἡμέραν καθ' ἣν ἤθελεν ἀγγελθῇ ἡ εἴσοδός του εἰς τὸ τουρκικὸν ἔδαφος. Ἀλλ' ἐπειδὴ πλέον κατέστη γνωστὸν τὸ πρᾶγμα ἀναγκαζόμεθα νὰ τὴν δημοσιεύσωμεν σήμερον. — [836, 57, 1020, 161]
subheading: Ὑπὲρ τοὺς 80 ἀξιωματικοὶ — [842, 1366, 1014, 1379]
paragraph: Ἡ Κυβέρνησις ἀνετέθετο εἰς τὸν Βέσσον τὴν συμφορὰν μετὰ τῶν Εὐρωπαίων. — [643, 698, 826, 757]
column-3 — [430, 57, 631, 2267]
paragraph: Ἐλλείψεις τινὲς μόλις τώρα συμπληροῦνται καὶ ἄλλαι θὰ συμπληρωθῶσι μετ' ὀλίγας ἡμέρας, οὕτως ὥστε δὲν φαίνεται νὰ δυνηθῇ ὁ στρατὸς νὰ ἐπιτεθῇ πρὸ τῶν ἁρμοδίων ἡμερῶν. Ὁ βασιλεὺς καὶ ὁ πρωθυπουργὸς συμφωνοῦν ὅτι ἡ στιγμὴ τῆς δράσεως δὲν ἐπῆλθεν. — [643, 978, 826, 1143]
section-stars: * * — [317, 1872, 342, 1886]
paragraph: Χωρία ἐσπαρμένα ἐφ' ὅλης αὐτῆς τῆς χλοερᾶς ἐκτάσεως καὶ λοφίσκους καταπρασίνους ἐκ τῆς χλόης, περικλείοντας τὴν πεδιάδα. — [236, 373, 422, 446]
paragraph: Ἀφήσατε ἤδη τὴν φαντασίαν ἐλευθέραν. Ἀναγνώσατε τῆς Ρώμης τὴν πυρκαϊάν, τῆς Καρχηδόνος τὴν καταστροφήν, Φαντασθῆτε τῶν Παρθενώνα καταφρέοντα καὶ τὴν Ἀκρόπολιν κρημνιζομένην. Τὸ αἴσθημα τὸ ὁποῖον θὰ καταλάβῃ τότε τὴν ψυχήν σας, δὲν θὰ διαφέρῃ τῆς συγκινήσεως τὴν ὁποίαν θὰ αἰσθανθῆτε εἰς τὴν θέαν τῆς πεδιάδος ἐκείνης ἐν πολέμῳ. — [236, 488, 422, 667]
